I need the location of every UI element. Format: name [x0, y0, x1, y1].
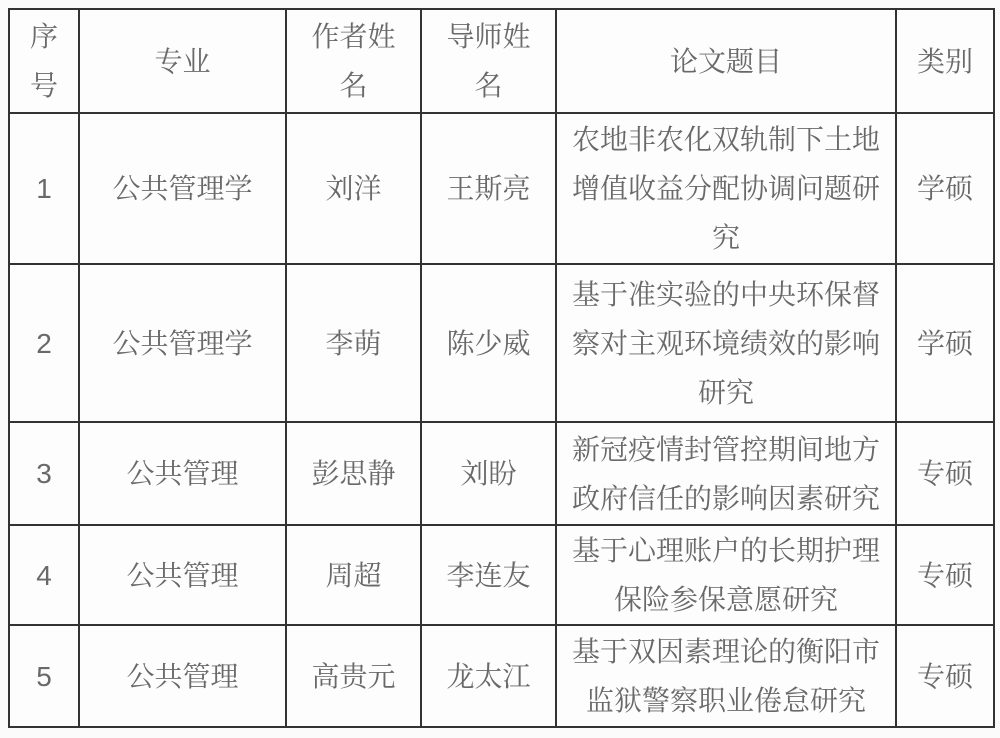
cell-title: 新冠疫情封管控期间地方政府信任的影响因素研究 — [556, 422, 896, 525]
cell-author: 李萌 — [286, 264, 421, 422]
col-header-author: 作者姓名 — [286, 9, 421, 113]
cell-author: 彭思静 — [286, 422, 421, 525]
cell-major: 公共管理 — [79, 625, 286, 727]
table-row — [9, 625, 994, 727]
cell-advisor: 王斯亮 — [421, 113, 556, 264]
cell-title: 基于双因素理论的衡阳市监狱警察职业倦怠研究 — [556, 625, 896, 727]
cell-category: 学硕 — [896, 264, 994, 422]
cell-major: 公共管理 — [79, 422, 286, 525]
cell-title: 基于心理账户的长期护理保险参保意愿研究 — [556, 525, 896, 625]
cell-major: 公共管理学 — [79, 113, 286, 264]
cell-title: 基于准实验的中央环保督察对主观环境绩效的影响研究 — [556, 264, 896, 422]
table-header-row — [9, 9, 994, 113]
cell-advisor: 龙太江 — [421, 625, 556, 727]
table-row — [9, 113, 994, 264]
cell-category: 专硕 — [896, 625, 994, 727]
cell-serial: 3 — [9, 422, 79, 525]
cell-serial: 2 — [9, 264, 79, 422]
col-header-major: 专业 — [79, 9, 286, 113]
cell-category: 专硕 — [896, 422, 994, 525]
cell-category: 学硕 — [896, 113, 994, 264]
cell-title: 农地非农化双轨制下土地增值收益分配协调问题研究 — [556, 113, 896, 264]
cell-author: 刘洋 — [286, 113, 421, 264]
cell-serial: 5 — [9, 625, 79, 727]
cell-author: 高贵元 — [286, 625, 421, 727]
col-header-advisor: 导师姓名 — [421, 9, 556, 113]
col-header-title: 论文题目 — [556, 9, 896, 113]
col-header-category: 类别 — [896, 9, 994, 113]
col-header-serial: 序号 — [9, 9, 79, 113]
cell-major: 公共管理学 — [79, 264, 286, 422]
cell-author: 周超 — [286, 525, 421, 625]
table-row — [9, 264, 994, 422]
cell-serial: 1 — [9, 113, 79, 264]
cell-advisor: 李连友 — [421, 525, 556, 625]
cell-advisor: 刘盼 — [421, 422, 556, 525]
cell-advisor: 陈少威 — [421, 264, 556, 422]
cell-serial: 4 — [9, 525, 79, 625]
cell-category: 专硕 — [896, 525, 994, 625]
table-row — [9, 422, 994, 525]
thesis-table — [8, 8, 995, 728]
table-row — [9, 525, 994, 625]
cell-major: 公共管理 — [79, 525, 286, 625]
